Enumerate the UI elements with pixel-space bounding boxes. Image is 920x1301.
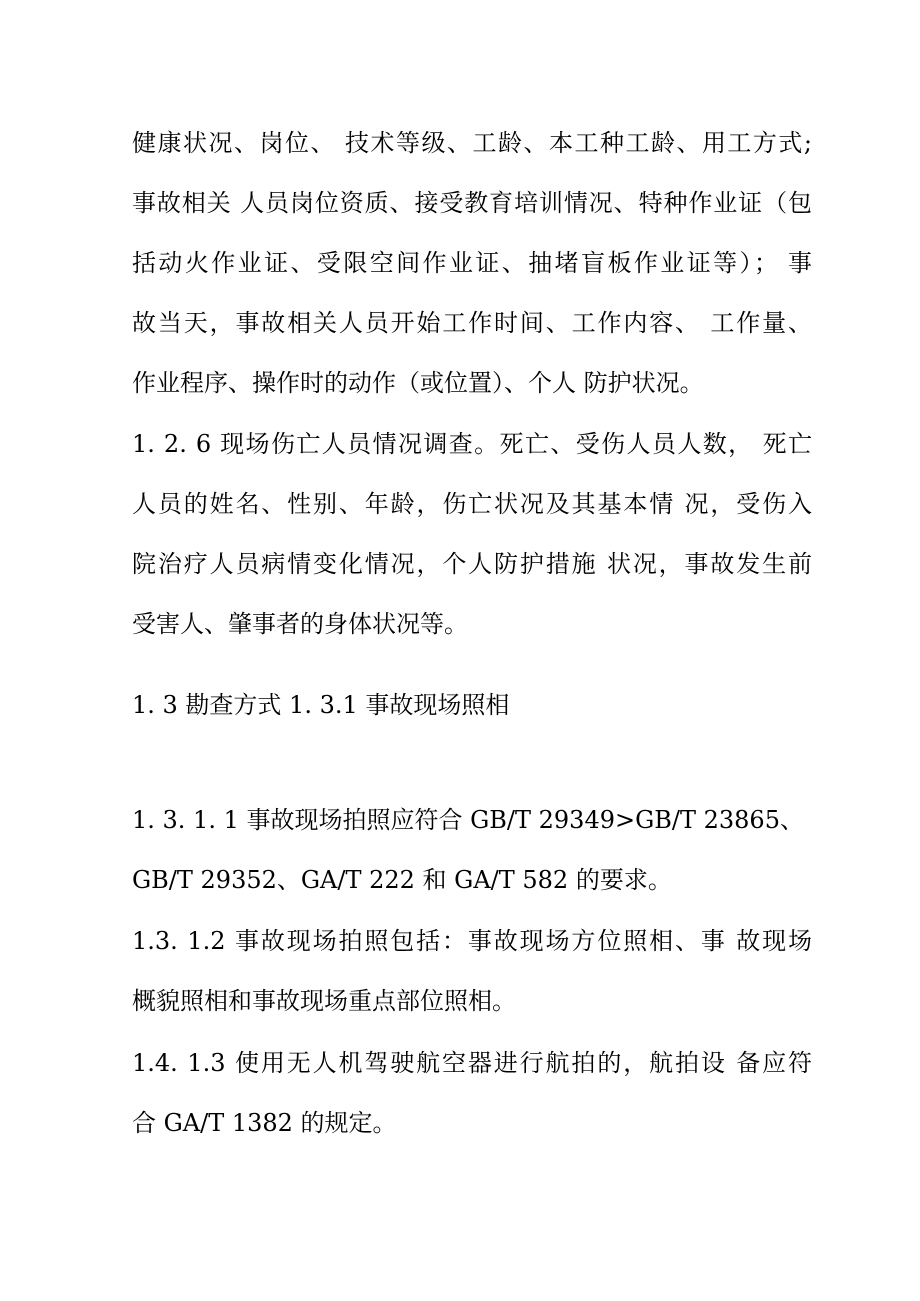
text-line: 概貌照相和事故现场重点部位照相。 — [132, 987, 516, 1015]
text-line: 事故相关 人员岗位资质、接受教育培训情况、特种作业证（包 — [132, 189, 812, 217]
section-heading: 1. 3 勘查方式 1. 3.1 事故现场照相 — [132, 691, 510, 719]
text-line: 括动火作业证、受限空间作业证、抽堵盲板作业证等）； 事 — [132, 249, 812, 277]
text-line: 院治疗人员病情变化情况，个人防护措施 状况，事故发生前 — [132, 550, 812, 578]
text-line: 合 GA/T 1382 的规定。 — [132, 1109, 397, 1137]
text-line: GB/T 29352、GA/T 222 和 GA/T 582 的要求。 — [132, 866, 672, 894]
text-line: 人员的姓名、性别、年龄，伤亡状况及其基本情 况，受伤入 — [132, 490, 812, 518]
text-line: 受害人、肇事者的身体状况等。 — [132, 610, 468, 638]
text-line: 故当天，事故相关人员开始工作时间、工作内容、 工作量、 — [132, 309, 812, 337]
text-line: 1. 2. 6 现场伤亡人员情况调查。死亡、受伤人员人数， 死亡 — [132, 430, 812, 458]
text-line: 1.3. 1.2 事故现场拍照包括：事故现场方位照相、事 故现场 — [132, 927, 812, 955]
text-line: 作业程序、操作时的动作（或位置）、个人 防护状况。 — [132, 369, 704, 397]
text-line: 1. 3. 1. 1 事故现场拍照应符合 GB/T 29349>GB/T 23865、 — [132, 806, 804, 834]
text-line: 1.4. 1.3 使用无人机驾驶航空器进行航拍的，航拍设 备应符 — [132, 1049, 812, 1077]
text-line: 健康状况、岗位、 技术等级、工龄、本工种工龄、用工方式; — [132, 129, 812, 157]
